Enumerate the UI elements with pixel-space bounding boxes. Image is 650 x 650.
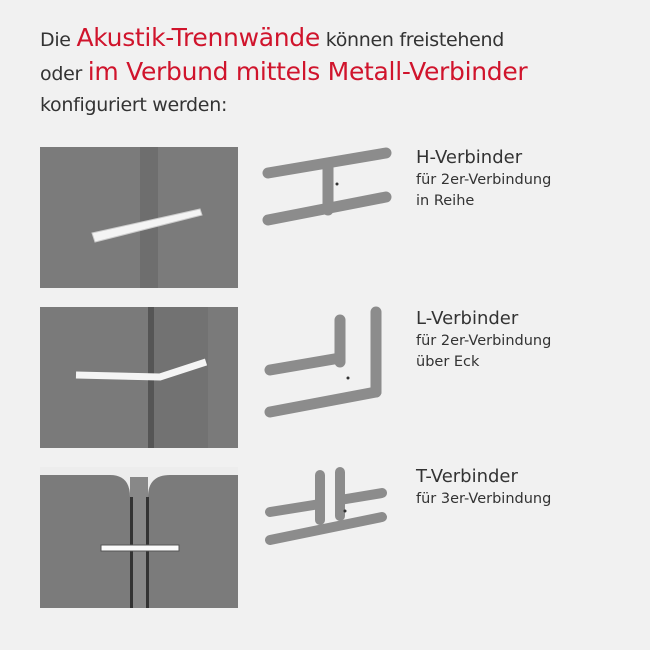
connector-title: L-Verbinder bbox=[416, 308, 519, 329]
connector-desc: in Reihe bbox=[416, 193, 475, 209]
intro-line-3: konfiguriert werden: bbox=[40, 94, 228, 116]
intro-text-plain: oder bbox=[40, 63, 88, 85]
l-connector-icon bbox=[258, 300, 398, 440]
t-connector-label bbox=[416, 465, 551, 510]
intro-text-plain: können freistehend bbox=[319, 29, 505, 51]
intro-text-plain: Die bbox=[40, 29, 77, 51]
intro-highlight: Akustik-Trennwände bbox=[76, 23, 320, 52]
connector-title: T-Verbinder bbox=[416, 466, 518, 487]
h-connector-photo bbox=[40, 147, 238, 288]
intro-text bbox=[40, 22, 527, 121]
intro-highlight: im Verbund mittels Metall-Verbinder bbox=[87, 57, 528, 86]
connector-desc: für 2er-Verbindung bbox=[416, 172, 552, 188]
t-connector-icon bbox=[258, 460, 398, 600]
intro-line-1 bbox=[40, 22, 527, 56]
l-connector-photo bbox=[40, 307, 238, 448]
connector-desc: über Eck bbox=[416, 354, 480, 370]
h-connector-icon bbox=[258, 140, 398, 280]
h-connector-label bbox=[416, 146, 551, 212]
l-connector-label bbox=[416, 307, 551, 373]
connector-desc: für 3er-Verbindung bbox=[416, 491, 552, 507]
t-connector-photo bbox=[40, 467, 238, 608]
connector-desc: für 2er-Verbindung bbox=[416, 333, 552, 349]
intro-line-2 bbox=[40, 56, 527, 90]
connector-title: H-Verbinder bbox=[416, 147, 523, 168]
